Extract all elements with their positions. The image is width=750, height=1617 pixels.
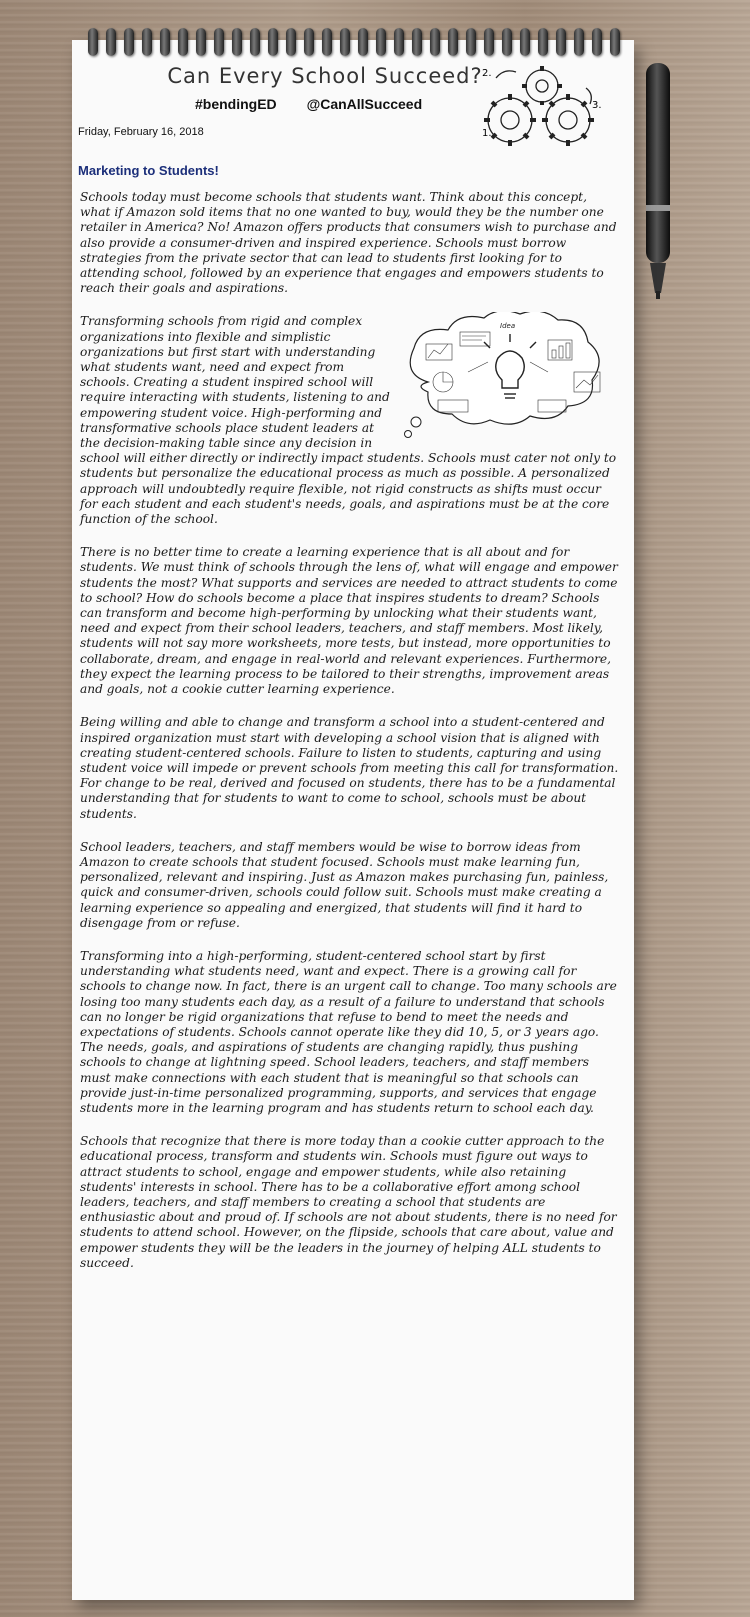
paragraph-7: Schools that recognize that there is more today than a cookie cutter approach to the educational process, transform and students win. Schools must figure out ways to attract students to school, engage and empower students, while also retaining students' interests in school. There has to be a collaborative effort among school leaders, teachers, and staff members to creating a school that students are enthusiastic about and proud of. If schools are not about students, there is no need for students to attend school. However, on the flipside, schools that care about, value and empower students they will be the leaders in the journey of helping ALL students to succeed. [80, 1134, 617, 1270]
twitter-handle: @CanAllSucceed [306, 96, 423, 112]
pen [642, 55, 676, 305]
post-title: Marketing to Students! [78, 163, 219, 178]
cloud-idea-label: Idea [500, 322, 516, 331]
gear-label-1: 1. [482, 128, 492, 139]
paragraph-4: Being willing and able to change and transform a school into a student-centered and inspired organization must start with developing a school vision that is aligned with creating student-centered schools. Failure to listen to students, capturing and using student voice will impede or prevent schools from meeting this call for transformation. For change to be real, derived and focused on students, there has to be a fundamental understanding that for students to want to come to school, schools must be about students. [80, 715, 619, 821]
post-date: Friday, February 16, 2018 [78, 126, 204, 138]
paragraph-3: There is no better time to create a learning experience that is all about and for students. We must think of schools through the lens of, what will engage and empower students the most? What supports and services are needed to attract students to come to school? How do schools become a place that inspires students to dream? Schools can transform and become high-performing by unlocking what their students want, need and expect from their school leaders, teachers, and staff members. Most likely, students will not say more worksheets, more tests, but instead, more opportunities to collaborate, dream, and engage in real-world and relevant experiences. Furthermore, they expect the learning process to be tailored to their strengths, improvement areas and goals, not a cookie cutter learning experience. [80, 545, 618, 697]
gear-label-3: 3. [592, 100, 602, 111]
thought-cloud-illustration [398, 312, 620, 440]
tags-row [195, 96, 448, 112]
hashtag: #bendingED [195, 96, 277, 112]
paragraph-2: Transforming schools from rigid and complex organizations into flexible and simplistic organizations but first start with understanding what students want, need and expect from schools. Creating a student inspired school will require interacting with students, listening to and empowering student voice. High-performing and transformative schools place student leaders at the decision-making table since any decision in school will either directly or indirectly impact students. Schools must cater not only to students but personalize the educational process as much as possible. A personalized approach will undoubtedly require flexible, not rigid constructs as shifts must occur for each student and each student's needs, goals, and aspirations must be at the core function of the school. [80, 314, 617, 527]
spiral-binding [88, 28, 620, 58]
paragraph-5: School leaders, teachers, and staff members would be wise to borrow ideas from Amazon to create schools that student focused. Schools must make learning fun, personalized, relevant and inspiring. Just as Amazon makes purchasing fun, painless, quick and consumer-driven, schools could follow suit. Schools must make creating a learning experience so appealing and energized, that students will find it hard to disengage from or refuse. [80, 839, 609, 930]
paragraph-1: Schools today must become schools that students want. Think about this concept, what if Amazon sold items that no one wanted to buy, would they be the number one retailer in America? No! Amazon offers products that consumers wish to purchase and also provide a consumer-driven and inspired experience. Schools must borrow strategies from the private sector that can lead to students first looking for to attending school, followed by an experience that engages and empowers students to reach their goals and aspirations. [80, 190, 617, 296]
post-body [80, 190, 620, 1289]
blog-title: Can Every School Succeed? [167, 64, 483, 88]
paragraph-6: Transforming into a high-performing, student-centered school start by first understanding what students need, want and expect. There is a growing call for schools to change now. In fact, there is an urgent call to change. Too many schools are losing too many students each day, as a result of a failure to understand that schools can no longer be rigid organizations that refuse to bend to meet the needs and expectations of students. Schools cannot operate like they did 10, 5, or 3 years ago. The needs, goals, and aspirations of students are changing rapidly, thus pushing schools to change at lightning speed. School leaders, teachers, and staff members must make connections with each student that is meaningful so that schools can provide just-in-time personalized programming, supports, and services that engage students more in the learning program and has students return to school each day. [80, 948, 617, 1115]
gears-icon [468, 58, 608, 158]
gear-label-2: 2. [482, 68, 492, 79]
